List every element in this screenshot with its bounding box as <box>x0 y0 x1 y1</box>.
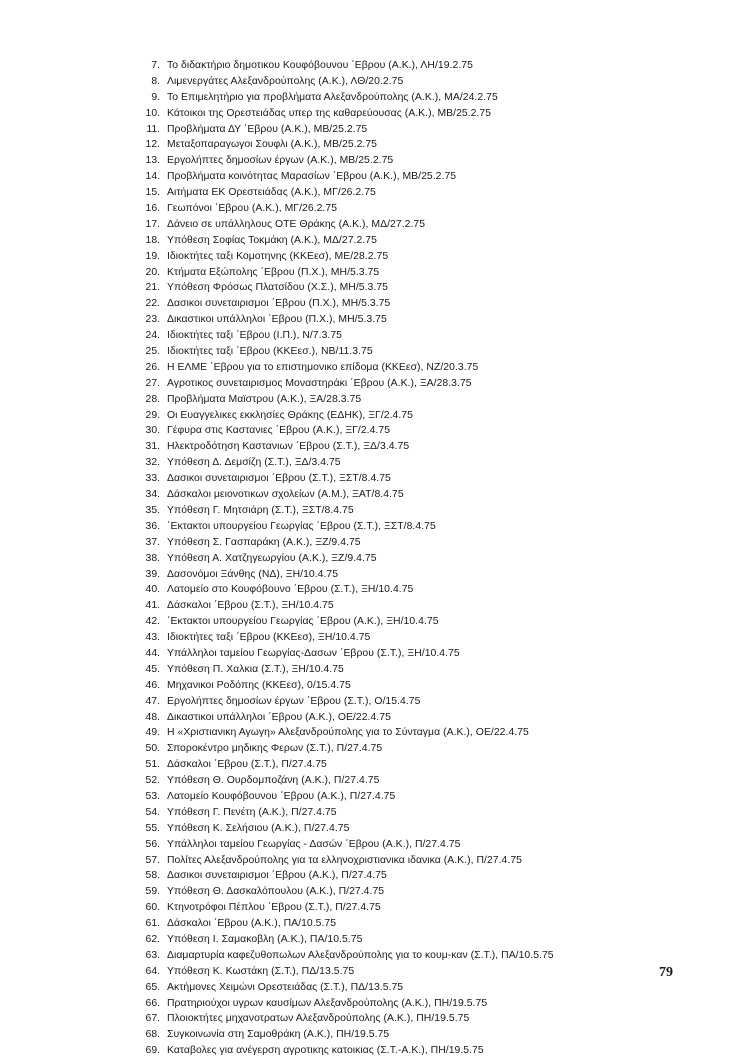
entry-number: 61. <box>145 918 160 930</box>
entry-text: Υπόθεση Γ. Πενέτη (Α.Κ.), Π/27.4.75 <box>167 806 337 818</box>
entry-text: Ακτήμονες Χειμώνι Ορεστειάδας (Σ.Τ.), ΠΔ/13.5.75 <box>167 981 404 993</box>
entry-text: Υπόθεση Σοφίας Τοκμάκη (Α.Κ.), ΜΔ/27.2.75 <box>167 234 377 246</box>
list-item <box>120 90 740 106</box>
entry-number: 39. <box>145 568 160 580</box>
list-item <box>120 980 740 996</box>
list-item <box>120 201 740 217</box>
list-item <box>120 598 740 614</box>
list-item <box>120 694 740 710</box>
entry-number: 54. <box>145 806 160 818</box>
entry-text: Διαμαρτυρία καφεζυθοπωλων Αλεξανδρούπολης για το κουμ-καν (Σ.Τ.), ΠΑ/10.5.75 <box>167 949 554 961</box>
entry-number: 69. <box>145 1045 160 1057</box>
entry-number: 33. <box>145 473 160 485</box>
entry-text: Δασικοι συνεταιρισμοι ΄Εβρου (Π.Χ.), ΜΗ/5.3.75 <box>167 298 391 310</box>
list-item <box>120 106 740 122</box>
page-number: 79 <box>659 965 673 980</box>
entry-number: 23. <box>145 314 160 326</box>
entry-text: Υπόθεση Δ. Δεμσίζη (Σ.Τ.), ΞΔ/3.4.75 <box>167 457 341 469</box>
entry-text: Γέφυρα στις Καστανιες ΄Εβρου (Α.Κ.), ΞΓ/2.4.75 <box>167 425 391 437</box>
entry-number: 65. <box>145 981 160 993</box>
entry-number: 63. <box>145 949 160 961</box>
entry-number: 24. <box>145 330 160 342</box>
entry-text: Δάσκαλοι ΄Εβρου (Σ.Τ.), ΞΗ/10.4.75 <box>167 600 334 612</box>
entry-number: 15. <box>145 187 160 199</box>
entry-text: Λιμενεργάτες Αλεξανδρούπολης (Α.Κ.), ΛΘ/20.2.75 <box>167 75 404 87</box>
list-item <box>120 1043 740 1059</box>
entry-text: Προβλήματα Μαϊστρου (Α.Κ.), ΞΑ/28.3.75 <box>167 393 362 405</box>
list-item <box>120 900 740 916</box>
list-item <box>120 519 740 535</box>
entry-text: Δικαστικοι υπάλληλοι ΄Εβρου (Α.Κ.), ΟΕ/22.4.75 <box>167 711 391 723</box>
entry-text: Ιδιοκτήτες ταξι ΄Εβρου (ΚΚΕεσ.), ΝΒ/11.3.75 <box>167 346 373 358</box>
entry-number: 8. <box>151 75 160 87</box>
entry-number: 52. <box>145 775 160 787</box>
entry-text: Λατομείο στο Κουφόβουνο ΄Εβρου (Σ.Τ.), ΞΗ/10.4.75 <box>167 584 414 596</box>
entry-number: 44. <box>145 647 160 659</box>
list-item <box>120 1027 740 1043</box>
entry-text: Υπόθεση Θ. Ουρδομποζάνη (Α.Κ.), Π/27.4.75 <box>167 775 380 787</box>
list-item <box>120 996 740 1012</box>
entry-number: 11. <box>146 123 160 135</box>
list-item <box>120 837 740 853</box>
list-item <box>120 948 740 964</box>
list-item <box>120 137 740 153</box>
entry-number: 32. <box>145 457 160 469</box>
entry-text: Εργολήπτες δημοσίων έργων ΄Εβρου (Σ.Τ.), Ο/15.4.75 <box>167 695 421 707</box>
list-item <box>120 249 740 265</box>
entry-text: Δασικοι συνεταιρισμοι ΄Εβρου (Α.Κ.), Π/27.4.75 <box>167 870 387 882</box>
list-item <box>120 567 740 583</box>
entry-number: 30. <box>145 425 160 437</box>
entry-number: 41. <box>145 600 160 612</box>
list-item <box>120 646 740 662</box>
entry-number: 51. <box>145 759 160 771</box>
list-item <box>120 725 740 741</box>
entry-text: Καταβολες για ανέγερση αγροτικης κατοικιας (Σ.Τ.-Α.Κ.), ΠΗ/19.5.75 <box>167 1045 484 1057</box>
entry-number: 27. <box>145 377 160 389</box>
list-item <box>120 455 740 471</box>
list-item <box>120 122 740 138</box>
list-item <box>120 932 740 948</box>
entry-text: Γεωπόνοι ΄Εβρου (Α.Κ.), ΜΓ/26.2.75 <box>167 203 338 215</box>
entry-text: Υπόθεση Κ. Σελήσιου (Α.Κ.), Π/27.4.75 <box>167 822 350 834</box>
list-item <box>120 805 740 821</box>
list-item <box>120 551 740 567</box>
list-item <box>120 328 740 344</box>
entry-number: 26. <box>145 361 160 373</box>
entry-number: 53. <box>145 790 160 802</box>
list-item <box>120 312 740 328</box>
entry-text: Δάσκαλοι ΄Εβρου (Σ.Τ.), Π/27.4.75 <box>167 759 327 771</box>
entry-text: Πολίτες Αλεξανδρούπολης για τα ελληνοχριστιανικα ιδανικα (Α.Κ.), Π/27.4.75 <box>167 854 522 866</box>
entry-number: 28. <box>145 393 160 405</box>
entry-text: Σπορoκέντρο μηδικης Φερων (Σ.Τ.), Π/27.4.75 <box>167 743 383 755</box>
entry-number: 35. <box>145 504 160 516</box>
entry-text: Δάνειο σε υπάλληλους ΟΤΕ Θράκης (Α.Κ.), ΜΔ/27.2.75 <box>167 218 426 230</box>
entry-text: Δικαστικοι υπάλληλοι ΄Εβρου (Π.Χ.), ΜΗ/5.3.75 <box>167 314 387 326</box>
list-item <box>120 1011 740 1027</box>
list-item <box>120 265 740 281</box>
entry-text: Λατομείο Κουφόβουνου ΄Εβρου (Α.Κ.), Π/27.4.75 <box>167 790 396 802</box>
entry-number: 62. <box>145 933 160 945</box>
entry-number: 20. <box>145 266 160 278</box>
list-item <box>120 471 740 487</box>
entry-text: Εργολήπτες δημοσίων έργων (Α.Κ.), ΜΒ/25.2.75 <box>167 155 394 167</box>
entry-text: ΄Εκτακτοι υπουργείου Γεωργίας ΄Εβρου (Σ.Τ.), ΞΣΤ/8.4.75 <box>167 520 436 532</box>
list-item <box>120 821 740 837</box>
entry-text: Προβλήματα ΔΥ ΄Εβρου (Α.Κ.), ΜΒ/25.2.75 <box>167 123 368 135</box>
entry-text: Ιδιοκτήτες ταξι Κομοτηνης (ΚΚΕεσ), ΜΕ/28.2.75 <box>167 250 389 262</box>
list-item <box>120 169 740 185</box>
list-item <box>120 217 740 233</box>
entry-number: 66. <box>145 997 160 1009</box>
entry-text: Το Επιμελητήριο για προβλήματα Αλεξανδρούπολης (Α.Κ.), ΜΑ/24.2.75 <box>167 91 498 103</box>
entry-text: Δάσκαλοι μειονοτικων σχολείων (Α.Μ.), ΞΑΤ/8.4.75 <box>167 489 404 501</box>
entry-text: Το διδακτήριο δημοτικου Κουφόβουνου ΄Εβρου (Α.Κ.), ΛΗ/19.2.75 <box>167 60 473 71</box>
entry-number: 46. <box>145 679 160 691</box>
entry-number: 55. <box>145 822 160 834</box>
entry-number: 9. <box>151 91 160 103</box>
list-item <box>120 773 740 789</box>
entry-text: Αγροτικος συνεταιρισμος Μοναστηράκι ΄Εβρου (Α.Κ.), ΞΑ/28.3.75 <box>167 377 472 389</box>
entry-number: 16. <box>145 203 160 215</box>
entry-number: 19. <box>145 250 160 262</box>
list-item <box>120 757 740 773</box>
entry-number: 67. <box>145 1013 160 1025</box>
list-item <box>120 487 740 503</box>
list-item <box>120 630 740 646</box>
entry-text: Υπόθεση Ι. Σαμακοβλη (Α.Κ.), ΠΑ/10.5.75 <box>167 933 363 945</box>
list-item <box>120 58 740 74</box>
list-item <box>120 964 740 980</box>
list-item <box>120 153 740 169</box>
entry-number: 17. <box>145 218 160 230</box>
list-item <box>120 503 740 519</box>
entry-text: Δασικοι συνεταιρισμοι ΄Εβρου (Σ.Τ.), ΞΣΤ/8.4.75 <box>167 473 391 485</box>
list-item <box>120 408 740 424</box>
entry-number: 13. <box>145 155 160 167</box>
entry-number: 38. <box>145 552 160 564</box>
entry-number: 45. <box>145 663 160 675</box>
entry-number: 48. <box>145 711 160 723</box>
list-item <box>120 916 740 932</box>
entry-text: Ηλεκτροδότηση Καστανιων ΄Εβρου (Σ.Τ.), ΞΔ/3.4.75 <box>167 441 410 453</box>
entry-text: Υπόθεση Π. Χαλκια (Σ.Τ.), ΞΗ/10.4.75 <box>167 663 344 675</box>
list-item <box>120 789 740 805</box>
entry-text: Δασονόμοι Ξάνθης (ΝΔ), ΞΗ/10.4.75 <box>167 568 339 580</box>
list-item <box>120 423 740 439</box>
entry-text: Υπόθεση Α. Χατζηγεωργίου (Α.Κ.), ΞΖ/9.4.75 <box>167 552 377 564</box>
entry-text: Δάσκαλοι ΄Εβρου (Α.Κ.), ΠΑ/10.5.75 <box>167 918 337 930</box>
entry-number: 37. <box>145 536 160 548</box>
entry-number: 59. <box>145 886 160 898</box>
list-item <box>120 360 740 376</box>
entry-number: 7. <box>151 60 160 71</box>
entry-number: 43. <box>145 632 160 644</box>
list-item <box>120 884 740 900</box>
entry-text: Υπόθεση Γ. Μητσιάρη (Σ.Τ.), ΞΣΤ/8.4.75 <box>167 504 354 516</box>
entry-text: Η «Χριστιανικη Αγωγη» Αλεξανδρούπολης για το Σύνταγμα (Α.Κ.), ΟΕ/22.4.75 <box>167 727 529 739</box>
entry-number: 47. <box>145 695 160 707</box>
list-item <box>120 439 740 455</box>
list-item <box>120 614 740 630</box>
list-item <box>120 710 740 726</box>
entry-number: 14. <box>145 171 160 183</box>
entry-number: 40. <box>145 584 160 596</box>
entry-text: Κτήματα Εξώπολης ΄Εβρου (Π.Χ.), ΜΗ/5.3.75 <box>167 266 380 278</box>
entry-text: Υπόθεση Κ. Κωστάκη (Σ.Τ.), ΠΔ/13.5.75 <box>167 965 355 977</box>
entry-text: Κτηνοτρόφοι Πέπλου ΄Εβρου (Σ.Τ.), Π/27.4.75 <box>167 902 381 914</box>
list-item <box>120 233 740 249</box>
entry-number: 36. <box>145 520 160 532</box>
list-item <box>120 678 740 694</box>
entry-text: Μεταξοπαραγωγοι Σουφλι (Α.Κ.), ΜΒ/25.2.75 <box>167 139 378 151</box>
list-item <box>120 280 740 296</box>
entry-number: 58. <box>145 870 160 882</box>
entry-text: Συγκοινωνία στη Σαμοθράκη (Α.Κ.), ΠΗ/19.5.75 <box>167 1029 390 1041</box>
entry-number: 31. <box>145 441 160 453</box>
entry-text: Μηχανικοι Ροδόπης (ΚΚΕεσ), 0/15.4.75 <box>167 679 351 691</box>
entry-number: 49. <box>145 727 160 739</box>
list-item <box>120 74 740 90</box>
entry-text: ΄Εκτακτοι υπουργείου Γεωργίας ΄Εβρου (Α.Κ.), ΞΗ/10.4.75 <box>167 616 439 628</box>
entry-text: Πλοιοκτήτες μηχανοτρατων Αλεξανδρούπολης (Α.Κ.), ΠΗ/19.5.75 <box>167 1013 470 1025</box>
entry-text: Οι Ευαγγελικες εκκλησίες Θράκης (ΕΔΗΚ), ΞΓ/2.4.75 <box>167 409 413 421</box>
entry-number: 68. <box>145 1029 160 1041</box>
entry-text: Υπάλληλοι ταμείου Γεωργίας - Δασών ΄Εβρου (Α.Κ.), Π/27.4.75 <box>167 838 461 850</box>
entry-text: Προβλήματα κοινότητας Μαρασίων ΄Εβρου (Α.Κ.), ΜΒ/25.2.75 <box>167 171 457 183</box>
list-item <box>120 535 740 551</box>
list-item <box>120 868 740 884</box>
list-item <box>120 185 740 201</box>
entry-text: Πρατηριούχοι υγρων καυσίμων Αλεξανδρούπολης (Α.Κ.), ΠΗ/19.5.75 <box>167 997 488 1009</box>
entry-number: 34. <box>145 489 160 501</box>
entry-text: Υπόθεση Φρόσως Πλατσίδου (Χ.Σ.), ΜΗ/5.3.75 <box>167 282 388 294</box>
list-item <box>120 662 740 678</box>
entry-number: 12. <box>145 139 160 151</box>
list-item <box>120 344 740 360</box>
entry-text: Ιδιοκτήτες ταξι ΄Εβρου (Ι.Π.), Ν/7.3.75 <box>167 330 342 342</box>
entry-number: 57. <box>145 854 160 866</box>
entry-number: 56. <box>145 838 160 850</box>
list-item <box>120 392 740 408</box>
entry-text: Κάτοικοι της Ορεστειάδας υπερ της καθαρεύουσας (Α.Κ.), ΜΒ/25.2.75 <box>167 107 492 119</box>
entry-text: Αιτήματα ΕΚ Ορεστειάδας (Α.Κ.), ΜΓ/26.2.75 <box>167 187 376 199</box>
entry-text: Υπόθεση Θ. Δασκαλόπουλου (Α.Κ.), Π/27.4.75 <box>167 886 385 898</box>
entry-number: 22. <box>145 298 160 310</box>
entry-number: 60. <box>145 902 160 914</box>
entry-number: 50. <box>145 743 160 755</box>
entry-number: 18. <box>145 234 160 246</box>
list-item <box>120 853 740 869</box>
entry-number: 21. <box>145 282 160 294</box>
entry-number: 64. <box>145 965 160 977</box>
entry-number: 29. <box>145 409 160 421</box>
entry-text: Υπάλληλοι ταμείου Γεωργίας-Δασων ΄Εβρου (Σ.Τ.), ΞΗ/10.4.75 <box>167 647 460 659</box>
list-item <box>120 296 740 312</box>
entry-number: 10. <box>145 107 160 119</box>
list-item <box>120 376 740 392</box>
entry-text: Η ΕΛΜΕ ΄Εβρου για το επιστημονικο επίδομα (ΚΚΕεσ), ΝΖ/20.3.75 <box>167 361 479 373</box>
entry-text: Ιδιοκτήτες ταξι ΄Εβρου (ΚΚΕεσ), ΞΗ/10.4.75 <box>167 632 371 644</box>
entry-text: Υπόθεση Σ. Γασπαράκη (Α.Κ.), ΞΖ/9.4.75 <box>167 536 361 548</box>
list-item <box>120 741 740 757</box>
entry-number: 25. <box>145 346 160 358</box>
entry-list <box>120 58 740 1059</box>
list-item <box>120 582 740 598</box>
entry-number: 42. <box>145 616 160 628</box>
